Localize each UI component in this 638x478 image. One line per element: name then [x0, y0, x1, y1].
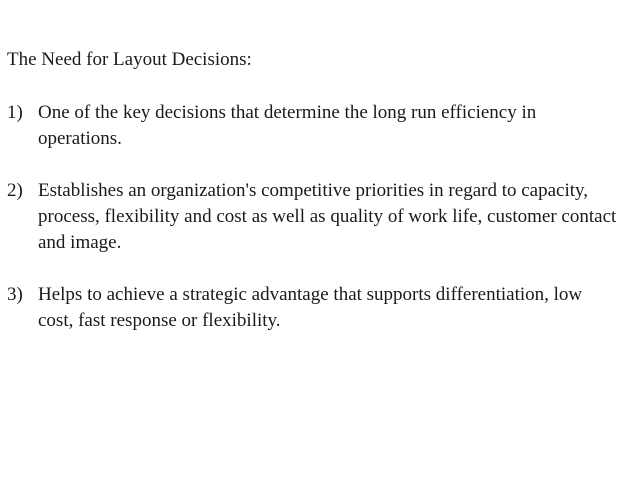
list-item: [7, 100, 617, 152]
list-item-number: 1): [7, 102, 23, 123]
list-item-text: Establishes an organization's competitive priorities in regard to capacity, process, flexibility and cost as well as quality of work life, customer contact and image.: [38, 180, 617, 253]
list-item-text: Helps to achieve a strategic advantage that supports differentiation, low cost, fast response or flexibility.: [38, 284, 583, 331]
list-item-number: 2): [7, 180, 23, 201]
slide-heading: The Need for Layout Decisions:: [7, 49, 252, 70]
list-item-text: One of the key decisions that determine the long run efficiency in operations.: [38, 102, 537, 149]
list-item: [7, 282, 617, 334]
list-item-number: 3): [7, 284, 23, 305]
list-item: [7, 178, 617, 256]
